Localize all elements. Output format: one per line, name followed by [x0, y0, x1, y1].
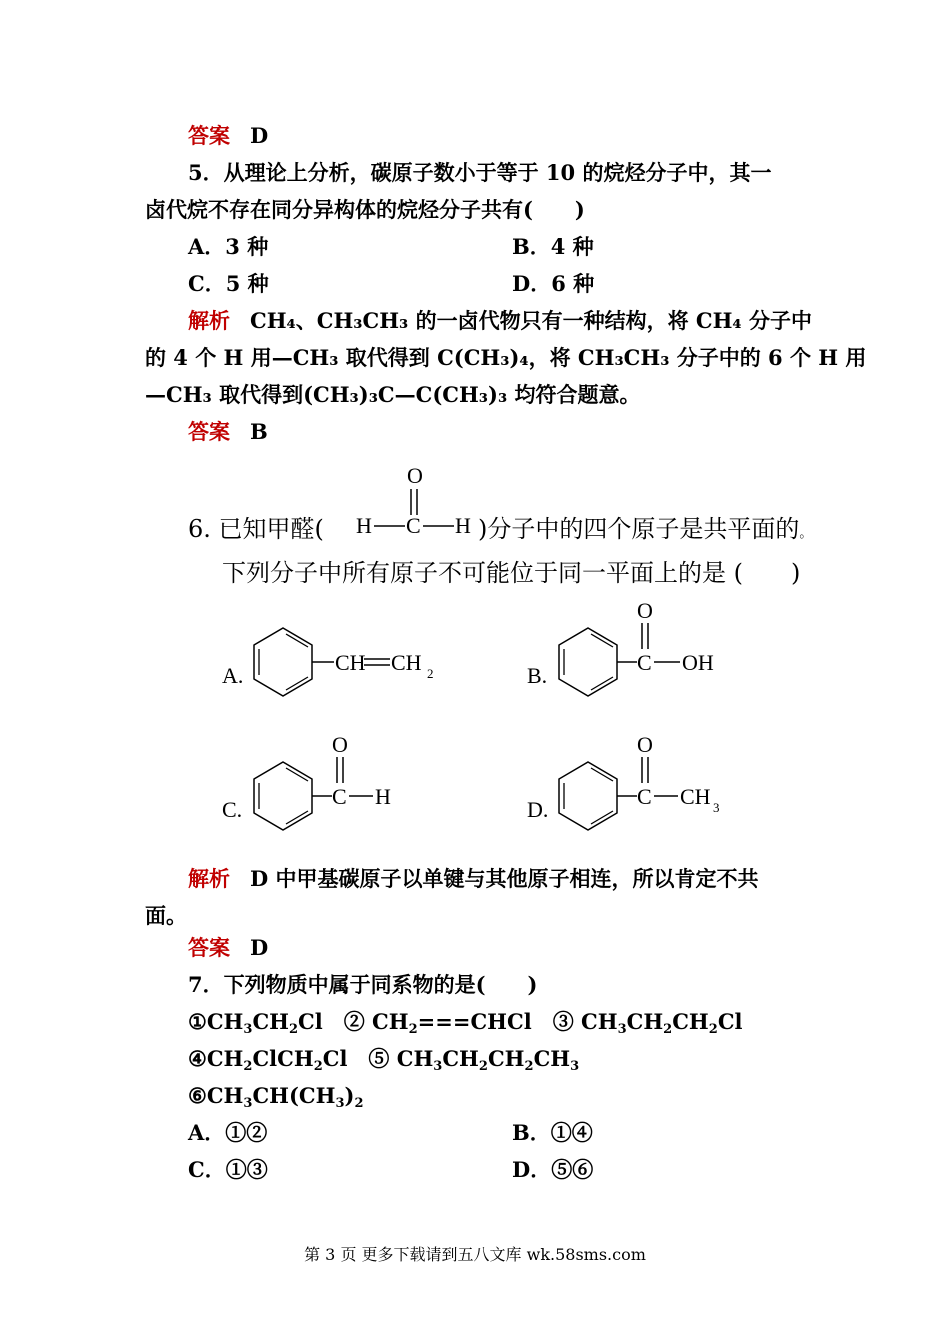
q5-option-d: D．6 种: [512, 271, 595, 296]
benzene-ring-icon: [254, 628, 312, 696]
option-c-tail: H: [375, 784, 391, 809]
q4-answer-value: D: [250, 123, 269, 148]
option-d-sub: 3: [713, 800, 720, 815]
q6-stem-line2: 下列分子中所有原子不可能位于同一平面上的是 ( ): [222, 559, 801, 587]
q5-analysis-line3: —CH₃ 取代得到(CH₃)₃C—C(CH₃)₃ 均符合题意。: [145, 382, 641, 407]
q5-option-b: B．4 种: [512, 234, 594, 259]
q6-analysis-line2: 面。: [145, 903, 187, 928]
option-a-group2: CH: [391, 650, 422, 675]
option-a-group: CH: [335, 650, 366, 675]
q7-option-c: C．①③: [188, 1157, 268, 1182]
page-footer: 第 3 页 更多下载请到五八文库 wk.58sms.com: [304, 1245, 646, 1264]
q6-analysis-text1: D 中甲基碳原子以单键与其他原子相连，所以肯定不共: [250, 866, 759, 891]
q7-option-b: B．①④: [512, 1120, 593, 1145]
q6-analysis-line1: [188, 865, 759, 893]
option-d-tail: CH: [680, 784, 711, 809]
formaldehyde-o: O: [407, 463, 423, 488]
option-c-c: C: [332, 784, 347, 809]
q5-option-a: A．3 种: [188, 234, 269, 259]
q5-stem-line1: 5．从理论上分析，碳原子数小于等于 10 的烷烃分子中，其一: [188, 160, 772, 185]
formaldehyde-structure: [340, 460, 490, 540]
formaldehyde-c: C: [406, 513, 421, 538]
option-b-c: C: [637, 650, 652, 675]
option-b-label: B.: [527, 663, 548, 688]
option-b-o: O: [637, 598, 653, 623]
q5-answer-value: B: [250, 419, 268, 444]
option-b-tail: OH: [682, 650, 714, 675]
option-d-c: C: [637, 784, 652, 809]
q6-stem-pre: 6. 已知甲醛(: [188, 515, 324, 543]
q4-answer-line: [188, 122, 268, 150]
option-a-label: A.: [222, 663, 244, 688]
formaldehyde-h-right: H: [455, 513, 471, 538]
q5-analysis-line1: [188, 307, 812, 335]
q7-stem: 7．下列物质中属于同系物的是( ): [188, 972, 538, 997]
q6-stem-post: [478, 509, 812, 544]
q5-analysis-line2: 的 4 个 H 用—CH₃ 取代得到 C(CH₃)₄，将 CH₃CH₃ 分子中的 6 个 H 用: [145, 345, 867, 370]
answer-label: 答案: [188, 419, 230, 444]
option-c-o: O: [332, 732, 348, 757]
answer-label: 答案: [188, 123, 230, 148]
q7-substances-line2: $④CH_2ClCH_2Cl$ ⑤ $CH_3CH_2CH_2CH_3$: [188, 1046, 580, 1074]
q6-options-structures: [200, 590, 900, 860]
benzene-ring-icon: [559, 762, 617, 830]
formaldehyde-h-left: H: [356, 513, 372, 538]
option-d-label: D.: [527, 797, 549, 822]
q5-stem-line2: 卤代烷不存在同分异构体的烷烃分子共有( ): [145, 197, 585, 222]
q7-substances-line3: $⑥CH_3CH(CH_3)_2$: [188, 1083, 364, 1111]
q6-answer-line: [188, 934, 268, 962]
benzene-ring-icon: [254, 762, 312, 830]
q6-stem-end: 。: [799, 526, 813, 541]
q6-answer-value: D: [250, 935, 269, 960]
q7-substances-line1: $①CH_3CH_2Cl$ ② $CH_2===CHCl$ ③ $CH_3CH_2CH_2Cl$: [188, 1009, 743, 1037]
q5-analysis-text1: CH₄、CH₃CH₃ 的一卤代物只有一种结构，将 CH₄ 分子中: [250, 308, 812, 333]
analysis-label: 解析: [188, 866, 230, 891]
q5-option-c: C．5 种: [188, 271, 269, 296]
benzene-ring-icon: [559, 628, 617, 696]
option-a-sub: 2: [427, 666, 434, 681]
option-c-label: C.: [222, 797, 243, 822]
q7-option-d: D．⑤⑥: [512, 1157, 594, 1182]
q7-option-a: A．①②: [188, 1120, 268, 1145]
q5-answer-line: [188, 418, 268, 446]
analysis-label: 解析: [188, 308, 230, 333]
q6-stem-post-text: )分子中的四个原子是共平面的: [478, 515, 800, 543]
answer-label: 答案: [188, 935, 230, 960]
option-d-o: O: [637, 732, 653, 757]
